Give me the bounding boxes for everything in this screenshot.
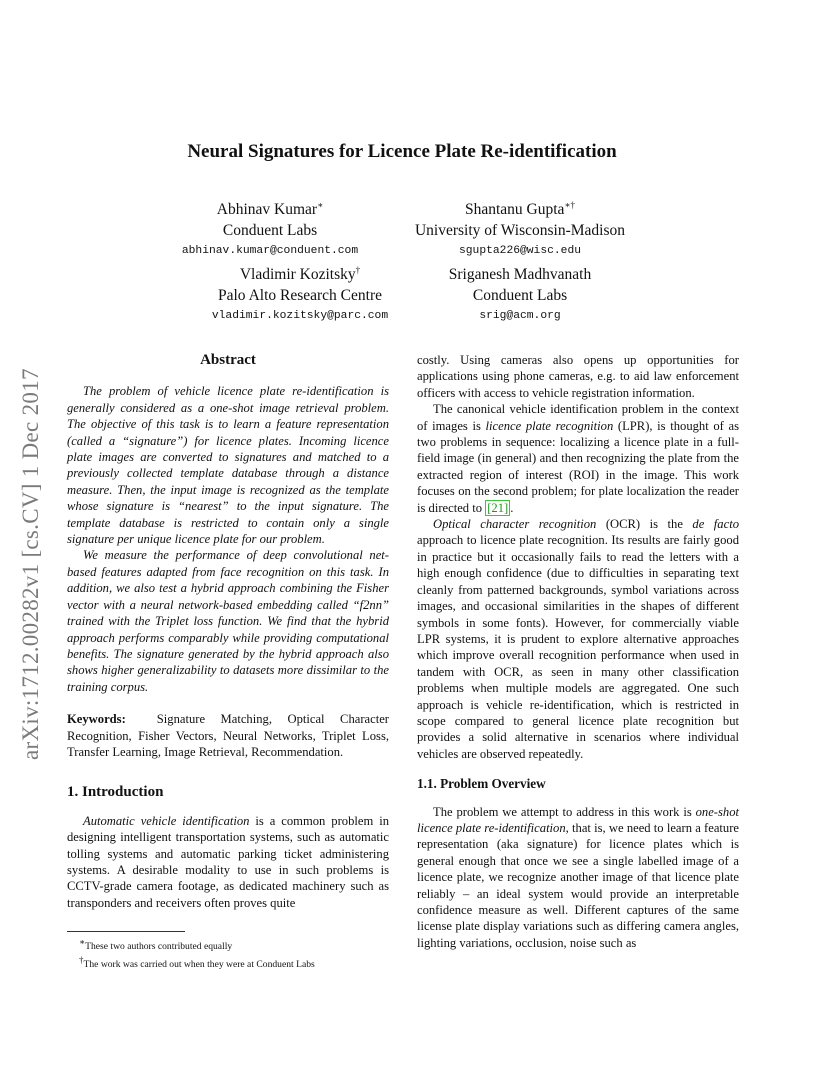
citation-link[interactable]: [21] [487, 500, 509, 515]
subsection-heading: 1.1. Problem Overview [417, 776, 546, 792]
body-paragraph: costly. Using cameras also opens up opportunities for applications using phone cameras, e.g. to aid law enforcement officers with access to vehicle registration information. [417, 353, 739, 400]
author-affiliation: University of Wisconsin-Madison [414, 222, 626, 240]
author-name: Shantanu Gupta [464, 201, 565, 219]
author-name: Vladimir Kozitsky [239, 266, 356, 284]
left-column [67, 352, 389, 911]
paper-title: Neural Signatures for Licence Plate Re-identification [187, 141, 617, 162]
emphasis: licence plate recognition [485, 418, 614, 433]
keywords-label: Keywords: [67, 712, 126, 727]
footnotes [67, 931, 389, 971]
footnote-rule [67, 931, 185, 932]
body-paragraph: Automatic vehicle identification is a common problem in designing intelligent transportation systems, such as automatic tolling systems and automatic parking ticket administering systems. A desirable modality to use in such problems is CCTV-grade camera footage, as dedicated machinery such as transponders and receivers often proves quite [67, 813, 389, 910]
author-affiliation: Conduent Labs [472, 287, 568, 305]
author-email: vladimir.kozitsky@parc.com [211, 310, 389, 323]
author-block [160, 195, 380, 261]
footnote: †The work was carried out when they were at Conduent Labs [79, 954, 315, 970]
author-email: sgupta226@wisc.edu [458, 245, 582, 258]
right-column [417, 352, 739, 951]
body-paragraph: Optical character recognition (OCR) is the de facto approach to licence plate recognition. Its results are fairly good in practice but it occasionally fails to read the letters with a high enough confidence (due to difficulties in separating text cleanly from patterned backgrounds, symbol variations across images, and occasional similarities in the shapes of different symbols in some fonts). However, for commercially viable LPR systems, it is prudent to explore alternative approaches which improve overall recognition performance when used in tandem with OCR, as seen in many other classification problems when multiple models are aggregated. One such approach is vehicle re-identification, which is restricted in scope compared to general licence plate recognition but provides a solid alternative in scenarios where individual vehicles are observed repeatedly. [417, 517, 739, 761]
keywords [67, 711, 389, 760]
footnote: ∗These two authors contributed equally [79, 937, 233, 953]
emphasis: Automatic vehicle identification [83, 813, 250, 828]
author-email: abhinav.kumar@conduent.com [181, 245, 359, 258]
author-block [405, 195, 635, 261]
author-email: srig@acm.org [479, 310, 561, 323]
author-block [190, 260, 410, 326]
author-mark: ∗† [564, 200, 576, 210]
section-heading: 1. Introduction [67, 784, 164, 801]
author-name: Abhinav Kumar [216, 201, 318, 219]
body-paragraph: The problem we attempt to address in this work is one-shot licence plate re-identification, that is, we need to learn a feature representation (aka signature) for licence plates which is general enough that once we see a single labelled image of a licence plate, we recognize another image of that licence plate reliably – an ideal system would provide an interpretable confidence measure as well. Different captures of the same license plate display variations such as differing camera angles, lighting variations, occlusion, noise such as [417, 804, 739, 950]
abstract-paragraph: We measure the performance of deep convolutional net-based features adapted from face recognition on this task. In addition, we also test a hybrid approach combining the Fisher vector with a neural network-based embedding called “f2nn” trained with the Triplet loss function. We find that the hybrid approach performs comparably while providing computational benefits. The signature generated by the hybrid approach also shows higher generalizability to datasets more dissimilar to the training corpus. [67, 548, 389, 694]
abstract-heading: Abstract [200, 352, 256, 368]
emphasis: de facto [692, 517, 739, 532]
arxiv-identifier: arXiv:1712.00282v1 [cs.CV] 1 Dec 2017 [18, 368, 43, 760]
author-affiliation: Conduent Labs [222, 222, 318, 240]
author-name: Sriganesh Madhvanath [448, 266, 592, 284]
keywords-text: Signature Matching, Optical Character Recognition, Fisher Vectors, Neural Networks, Triplet Loss, Transfer Learning, Image Retrieval, Recommendation. [67, 712, 389, 759]
abstract-paragraph: The problem of vehicle licence plate re-identification is generally considered as a one-shot image retrieval problem. The objective of this task is to learn a feature representation (called a “signature”) for licence plates. Incoming licence plate images are converted to signatures and matched to a previously collected template database through a distance measure. Then, the input image is recognized as the template whose signature is “nearest” to the input signature. The template database is restricted to contain only a single signature per unique licence plate for our problem. [67, 384, 389, 547]
emphasis: Optical character recognition [433, 517, 597, 532]
author-mark: † [355, 265, 361, 275]
abstract [67, 352, 389, 695]
body-paragraph: The canonical vehicle identification problem in the context of images is licence plate recognition (LPR), is thought of as two problems in sequence: localizing a licence plate in a full-field image (in general) and then recognizing the plate from the extracted region of interest (ROI) in the image. This work focuses on the second problem; for plate localization the reader is directed to [21] . [417, 402, 739, 515]
author-mark: ∗ [317, 200, 324, 210]
emphasis: one-shot licence plate re-identification [417, 804, 739, 835]
author-affiliation: Palo Alto Research Centre [218, 287, 382, 305]
author-block [405, 260, 635, 326]
